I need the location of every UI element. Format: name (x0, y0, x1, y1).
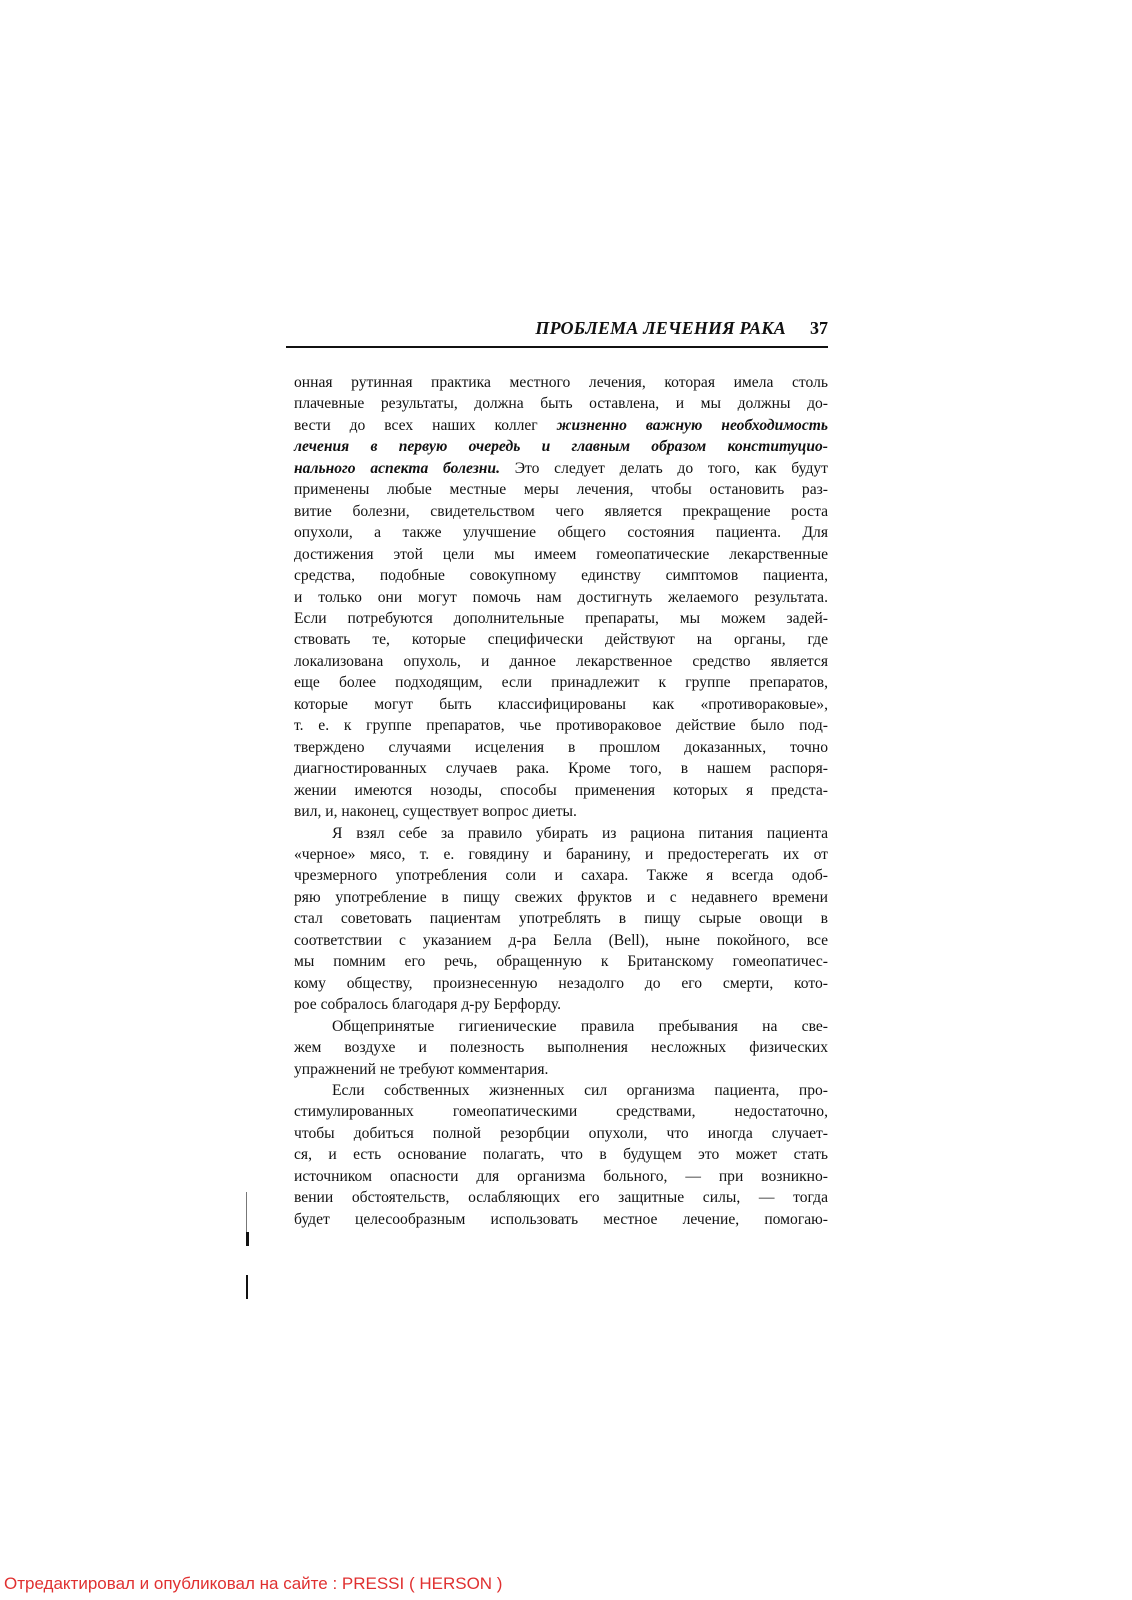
text-line: мы помним его речь, обращенную к Британскому гомеопатичес- (294, 953, 828, 971)
margin-scan-mark (246, 1192, 247, 1232)
margin-scan-mark (246, 1232, 249, 1246)
emphasized-text: нального аспекта болезни. (294, 459, 501, 477)
text-line: плачевные результаты, должна быть оставлена, и мы должны до- (294, 395, 828, 413)
text-line (294, 458, 828, 479)
text-line: источником опасности для организма больного, — при возникно- (294, 1167, 828, 1185)
text-line: локализована опухоль, и данное лекарственное средство является (294, 652, 828, 670)
text-line: достижения этой цели мы имеем гомеопатические лекарственные (294, 545, 828, 563)
header-rule (286, 346, 828, 348)
paragraph-first-line: Общепринятые гигиенические правила пребывания на све- (332, 1017, 828, 1035)
text-line: и только они могут помочь нам достигнуть желаемого результата. (294, 588, 828, 606)
text-line: онная рутинная практика местного лечения, которая имела столь (294, 374, 828, 391)
text-line: диагностированных случаев рака. Кроме того, в нашем распоря- (294, 760, 828, 778)
text-run: вести до всех наших коллег (294, 416, 538, 434)
text-line: соответствии с указанием д-ра Белла (Bell), ныне покойного, все (294, 931, 828, 949)
running-header-title: ПРОБЛЕМА ЛЕЧЕНИЯ РАКА (535, 318, 786, 338)
running-header (286, 318, 828, 348)
text-line: применены любые местные меры лечения, чтобы остановить раз- (294, 481, 828, 499)
paragraph-first-line: Я взял себе за правило убирать из рациона питания пациента (332, 824, 828, 842)
text-line: опухоли, а также улучшение общего состояния пациента. Для (294, 524, 828, 542)
emphasized-text: жизненно важную необходимость (556, 416, 828, 434)
text-line: вении обстоятельств, ослабляющих его защитные силы, — тогда (294, 1189, 828, 1207)
emphasized-text-line: лечения в первую очередь и главным образом конституцио- (294, 438, 828, 456)
text-line (294, 415, 828, 436)
paragraph-last-line: упражнений не требуют комментария. (294, 1060, 549, 1078)
text-line: стимулированных гомеопатическими средствами, недостаточно, (294, 1103, 828, 1121)
text-line: стал советовать пациентам употреблять в пищу сырые овощи в (294, 910, 828, 928)
text-line: «черное» мясо, т. е. говядину и баранину, и предостерегать их от (294, 845, 828, 863)
text-line: Если потребуются дополнительные препараты, мы можем задей- (294, 609, 828, 627)
text-line: средства, подобные совокупному единству симптомов пациента, (294, 567, 828, 585)
publisher-note: Отредактировал и опубликовал на сайте : PRESSI ( HERSON ) (4, 1574, 503, 1593)
text-run: Это следует делать до того, как будут (514, 459, 828, 477)
text-line: еще более подходящим, если принадлежит к группе препаратов, (294, 674, 828, 692)
text-line: чрезмерного употребления соли и сахара. Также я всегда одоб- (294, 867, 828, 885)
paragraph-last-line: вил, и, наконец, существует вопрос диеты. (294, 803, 577, 821)
text-line: будет целесообразным использовать местное лечение, помогаю- (294, 1210, 828, 1228)
text-line: т. е. к группе препаратов, чье противораковое действие было под- (294, 717, 828, 735)
text-line: жем воздухе и полезность выполнения несложных физических (294, 1039, 828, 1057)
paragraph-last-line: рое собралось благодаря д-ру Берфорду. (294, 996, 561, 1014)
body-text (294, 372, 828, 1230)
text-line: которые могут быть классифицированы как «противораковые», (294, 695, 828, 713)
text-line: кому обществу, произнесенную незадолго до его смерти, кото- (294, 974, 828, 992)
text-line: ся, и есть основание полагать, что в будущем это может стать (294, 1146, 828, 1164)
text-line: чтобы добиться полной резорбции опухоли, что иногда случает- (294, 1124, 828, 1142)
text-line: жении имеются нозоды, способы применения которых я предста- (294, 781, 828, 799)
text-line: ряю употребление в пищу свежих фруктов и с недавнего времени (294, 888, 828, 906)
text-line: тверждено случаями исцеления в прошлом доказанных, точно (294, 738, 828, 756)
text-line: витие болезни, свидетельством чего является прекращение роста (294, 502, 828, 520)
paragraph-first-line: Если собственных жизненных сил организма пациента, про- (332, 1081, 828, 1099)
text-line: ствовать те, которые специфически действуют на органы, где (294, 631, 828, 649)
margin-scan-mark (246, 1275, 248, 1299)
page-number: 37 (810, 318, 828, 338)
